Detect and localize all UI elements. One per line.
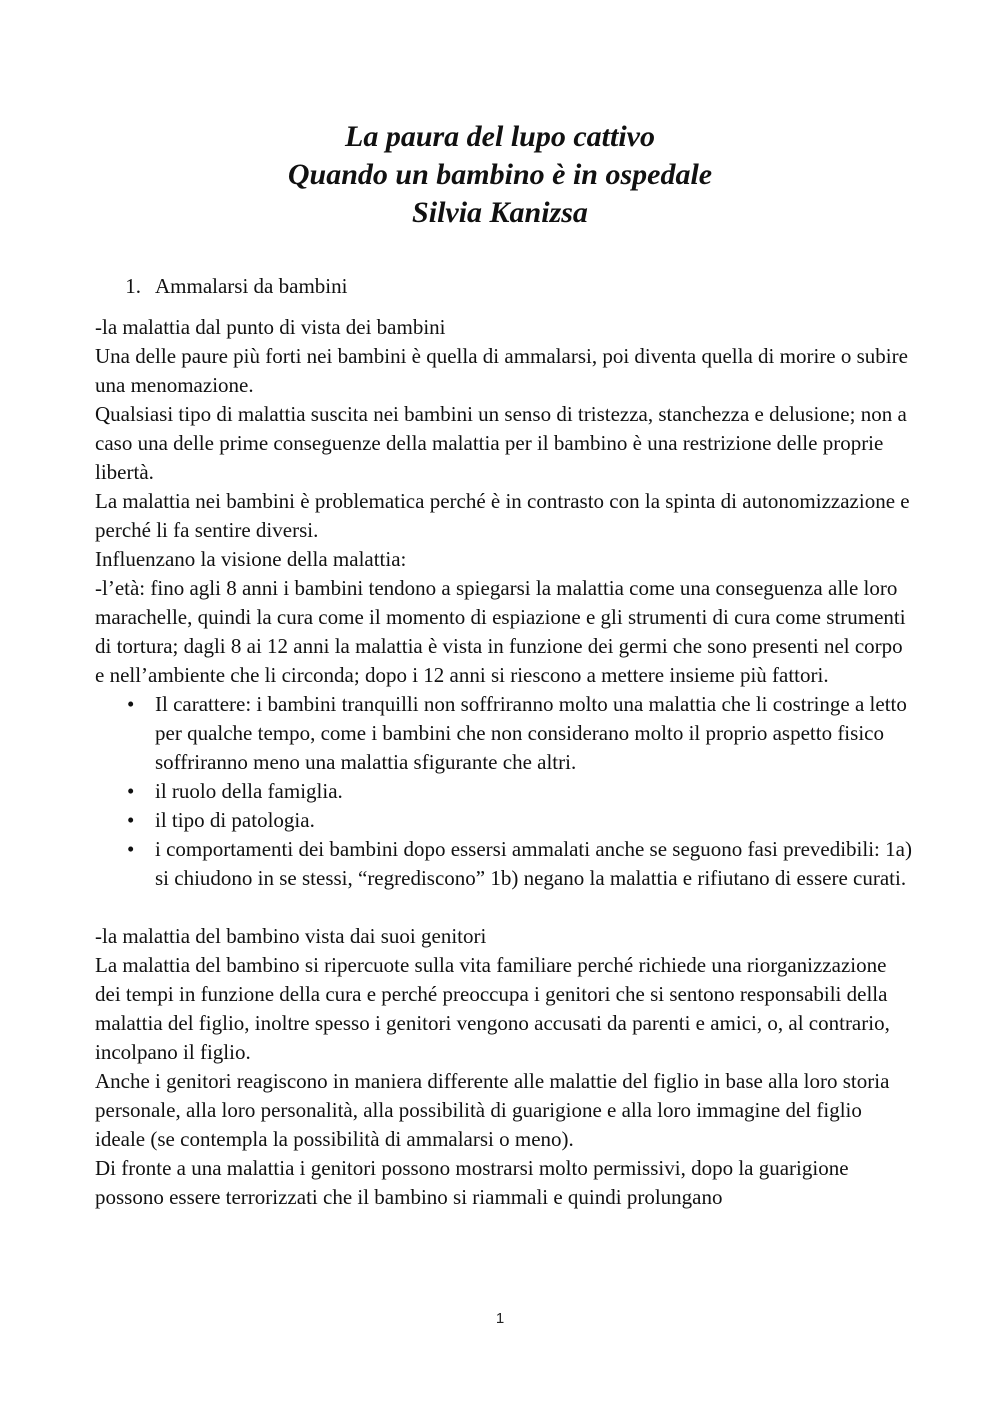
- spacer: [95, 893, 915, 922]
- title: La paura del lupo cattivo: [345, 120, 655, 153]
- paragraph: La malattia nei bambini è problematica perché è in contrasto con la spinta di autonomizzazione e perché li fa sentire diversi.: [95, 489, 910, 542]
- bullet-icon: •: [127, 692, 135, 716]
- list-item: [95, 806, 915, 835]
- list-item-text: il tipo di patologia.: [155, 808, 315, 832]
- paragraph: Qualsiasi tipo di malattia suscita nei bambini un senso di tristezza, stanchezza e delusione; non a caso una delle prime conseguenze della malattia per il bambino è una restrizione delle proprie libertà.: [95, 402, 907, 484]
- list-item: [95, 690, 915, 777]
- title-block: [0, 118, 1000, 232]
- list-item: [95, 835, 915, 893]
- paragraph: Influenzano la visione della malattia:: [95, 547, 407, 571]
- list-item-text: il ruolo della famiglia.: [155, 779, 343, 803]
- bullet-icon: •: [127, 779, 135, 803]
- paragraph: Anche i genitori reagiscono in maniera differente alle malattie del figlio in base alla loro storia personale, alla loro personalità, alla possibilità di guarigione e alla loro immagine del figlio ideale (se contempla la possibilità di ammalarsi o meno).: [95, 1069, 890, 1151]
- bullet-list: [95, 690, 915, 893]
- paragraph: Di fronte a una malattia i genitori possono mostrarsi molto permissivi, dopo la guarigione possono essere terrorizzati che il bambino si riammali e quindi prolungano: [95, 1156, 849, 1209]
- bullet-icon: •: [127, 808, 135, 832]
- document-body: [95, 272, 915, 1212]
- section-heading: [95, 272, 915, 301]
- subheading-parents-view: -la malattia del bambino vista dai suoi genitori: [95, 924, 487, 948]
- section-number: 1.: [125, 274, 141, 298]
- list-item-text: Il carattere: i bambini tranquilli non soffriranno molto una malattia che li costringe a letto per qualche tempo, come i bambini che non considerano molto il proprio aspetto fisico soffriranno meno una malattia sfigurante che altri.: [155, 692, 907, 774]
- bullet-icon: •: [127, 837, 135, 861]
- paragraph: Una delle paure più forti nei bambini è quella di ammalarsi, poi diventa quella di morire o subire una menomazione.: [95, 344, 908, 397]
- author: Silvia Kanizsa: [412, 196, 588, 229]
- paragraph: -l’età: fino agli 8 anni i bambini tendono a spiegarsi la malattia come una conseguenza alle loro marachelle, quindi la cura come il momento di espiazione e gli strumenti di cura come strumenti di tortura; dagli 8 ai 12 anni la malattia è vista in funzione dei germi che sono presenti nel corpo e nell’ambiente che li circonda; dopo i 12 anni si riescono a mettere insieme più fattori.: [95, 576, 906, 687]
- subheading-children-view: -la malattia dal punto di vista dei bambini: [95, 315, 446, 339]
- section-title: Ammalarsi da bambini: [155, 274, 348, 298]
- subtitle: Quando un bambino è in ospedale: [287, 158, 713, 191]
- list-item: [95, 777, 915, 806]
- paragraph: La malattia del bambino si ripercuote sulla vita familiare perché richiede una riorganizzazione dei tempi in funzione della cura e perché preoccupa i genitori che si sentono responsabili della malattia del figlio, inoltre spesso i genitori vengono accusati da parenti e amici, o, al contrario, incolpano il figlio.: [95, 953, 890, 1064]
- page-number: 1: [495, 1310, 505, 1327]
- list-item-text: i comportamenti dei bambini dopo essersi ammalati anche se seguono fasi prevedibili: 1a) si chiudono in se stessi, “regrediscono” 1b) negano la malattia e rifiutano di essere curati.: [155, 837, 912, 890]
